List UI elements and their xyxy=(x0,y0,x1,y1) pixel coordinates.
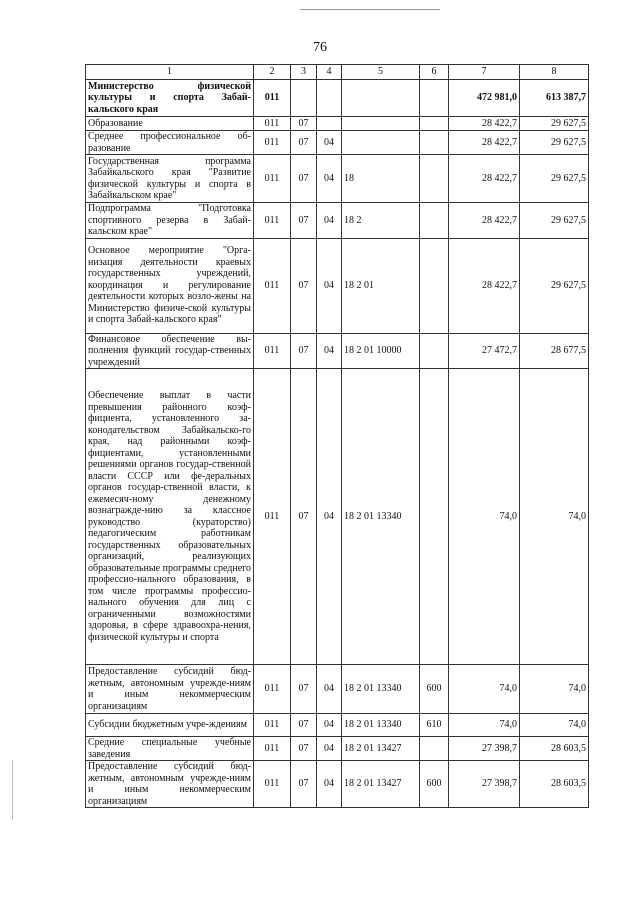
section-code: 07 xyxy=(291,131,317,155)
subsection-code: 04 xyxy=(317,714,342,737)
amount-year-1: 28 422,7 xyxy=(449,117,520,131)
expense-type-code: 610 xyxy=(420,714,449,737)
subsection-code xyxy=(317,80,342,117)
expense-type-code: 600 xyxy=(420,665,449,714)
subsection-code: 04 xyxy=(317,131,342,155)
admin-code: 011 xyxy=(254,737,291,761)
amount-year-1: 27 398,7 xyxy=(449,737,520,761)
amount-year-1: 472 981,0 xyxy=(449,80,520,117)
target-article-code: 18 2 xyxy=(342,203,420,239)
admin-code: 011 xyxy=(254,761,291,808)
column-number-row xyxy=(86,65,589,80)
admin-code: 011 xyxy=(254,369,291,665)
expense-type-code xyxy=(420,369,449,665)
admin-code: 011 xyxy=(254,665,291,714)
amount-year-1: 74,0 xyxy=(449,665,520,714)
page-number: 76 xyxy=(313,40,327,55)
target-article-code: 18 2 01 13427 xyxy=(342,761,420,808)
table-row xyxy=(86,80,589,117)
amount-year-2: 29 627,5 xyxy=(520,117,589,131)
subsection-code xyxy=(317,117,342,131)
table-row xyxy=(86,714,589,737)
margin-mark xyxy=(12,760,14,820)
amount-year-1: 28 422,7 xyxy=(449,238,520,333)
target-article-code xyxy=(342,117,420,131)
admin-code: 011 xyxy=(254,117,291,131)
subsection-code: 04 xyxy=(317,333,342,369)
amount-year-2: 29 627,5 xyxy=(520,131,589,155)
subsection-code: 04 xyxy=(317,737,342,761)
target-article-code: 18 2 01 13340 xyxy=(342,714,420,737)
amount-year-1: 27 472,7 xyxy=(449,333,520,369)
column-number: 2 xyxy=(254,65,291,80)
expense-type-code xyxy=(420,333,449,369)
row-name: Государственная программа Забайкальского края "Развитие физической культуры и спорта в Забайкальском крае" xyxy=(86,155,254,203)
section-code: 07 xyxy=(291,737,317,761)
expense-type-code xyxy=(420,203,449,239)
section-code: 07 xyxy=(291,714,317,737)
admin-code: 011 xyxy=(254,155,291,203)
table-row xyxy=(86,369,589,665)
row-name: Средние специальные учебные заведения xyxy=(86,737,254,761)
column-number: 8 xyxy=(520,65,589,80)
amount-year-2: 613 387,7 xyxy=(520,80,589,117)
amount-year-1: 74,0 xyxy=(449,369,520,665)
section-code: 07 xyxy=(291,761,317,808)
budget-table xyxy=(85,64,589,808)
target-article-code xyxy=(342,131,420,155)
target-article-code xyxy=(342,80,420,117)
subsection-code: 04 xyxy=(317,665,342,714)
amount-year-2: 29 627,5 xyxy=(520,238,589,333)
section-code: 07 xyxy=(291,117,317,131)
admin-code: 011 xyxy=(254,131,291,155)
table-row xyxy=(86,761,589,808)
table-row xyxy=(86,238,589,333)
admin-code: 011 xyxy=(254,714,291,737)
amount-year-2: 74,0 xyxy=(520,714,589,737)
target-article-code: 18 2 01 13427 xyxy=(342,737,420,761)
subsection-code: 04 xyxy=(317,155,342,203)
column-number: 7 xyxy=(449,65,520,80)
row-name: Субсидии бюджетным учре-ждениям xyxy=(86,714,254,737)
amount-year-1: 74,0 xyxy=(449,714,520,737)
admin-code: 011 xyxy=(254,203,291,239)
amount-year-2: 28 603,5 xyxy=(520,761,589,808)
amount-year-2: 29 627,5 xyxy=(520,155,589,203)
row-name: Образование xyxy=(86,117,254,131)
row-name: Среднее профессиональное об-разование xyxy=(86,131,254,155)
amount-year-2: 74,0 xyxy=(520,665,589,714)
section-code: 07 xyxy=(291,333,317,369)
row-name: Финансовое обеспечение вы-полнения функций государ-ственных учреждений xyxy=(86,333,254,369)
table-row xyxy=(86,155,589,203)
amount-year-1: 28 422,7 xyxy=(449,155,520,203)
amount-year-2: 28 677,5 xyxy=(520,333,589,369)
row-name: Предоставление субсидий бюд-жетным, автономным учрежде-ниям и иным некоммерческим организациям xyxy=(86,665,254,714)
expense-type-code: 600 xyxy=(420,761,449,808)
target-article-code: 18 xyxy=(342,155,420,203)
section-code: 07 xyxy=(291,238,317,333)
table-row xyxy=(86,131,589,155)
amount-year-2: 74,0 xyxy=(520,369,589,665)
column-number: 1 xyxy=(86,65,254,80)
amount-year-1: 27 398,7 xyxy=(449,761,520,808)
row-name: Предоставление субсидий бюд-жетным, автономным учрежде-ниям и иным некоммерческим организациям xyxy=(86,761,254,808)
target-article-code: 18 2 01 10000 xyxy=(342,333,420,369)
row-name: Министерство физической культуры и спорта Забай-кальского края xyxy=(86,80,254,117)
table-row xyxy=(86,737,589,761)
amount-year-1: 28 422,7 xyxy=(449,203,520,239)
expense-type-code xyxy=(420,737,449,761)
row-name: Подпрограмма "Подготовка спортивного резерва в Забай-кальском крае" xyxy=(86,203,254,239)
subsection-code: 04 xyxy=(317,761,342,808)
section-code xyxy=(291,80,317,117)
admin-code: 011 xyxy=(254,333,291,369)
column-number: 4 xyxy=(317,65,342,80)
expense-type-code xyxy=(420,155,449,203)
row-name: Обеспечение выплат в части превышения районного коэф-фициента, установленного за-конодательством Забайкальско-го края, над районными коэф-фициентами, установленными решениями органов государ-ственной власти СССР или фе-деральных органов государ-ственной власти, к ежемесяч-ному денежному вознагражде-нию за классное руководство (кураторство) педагогическим работникам государственных образовательных организаций, реализующих образовательные программы среднего профессио-нального образования, в том числе программы профессио-нального обучения для лиц с ограниченными возможностями здоровья, в сфере здравоохра-нения, физической культуры и спорта xyxy=(86,369,254,665)
admin-code: 011 xyxy=(254,238,291,333)
expense-type-code xyxy=(420,131,449,155)
section-code: 07 xyxy=(291,369,317,665)
column-number: 5 xyxy=(342,65,420,80)
target-article-code: 18 2 01 xyxy=(342,238,420,333)
expense-type-code xyxy=(420,238,449,333)
section-code: 07 xyxy=(291,665,317,714)
subsection-code: 04 xyxy=(317,369,342,665)
table-row xyxy=(86,117,589,131)
column-number: 6 xyxy=(420,65,449,80)
admin-code: 011 xyxy=(254,80,291,117)
expense-type-code xyxy=(420,80,449,117)
expense-type-code xyxy=(420,117,449,131)
table-row xyxy=(86,203,589,239)
target-article-code: 18 2 01 13340 xyxy=(342,369,420,665)
section-code: 07 xyxy=(291,155,317,203)
top-rule xyxy=(300,9,440,10)
section-code: 07 xyxy=(291,203,317,239)
row-name: Основное мероприятие "Орга-низация деятельности краевых государственных учреждений, координация и регулирование деятельности которых возло-жены на Министерство физиче-ской культуры и спорта Забай-кальского края" xyxy=(86,238,254,333)
subsection-code: 04 xyxy=(317,203,342,239)
column-number: 3 xyxy=(291,65,317,80)
amount-year-1: 28 422,7 xyxy=(449,131,520,155)
subsection-code: 04 xyxy=(317,238,342,333)
target-article-code: 18 2 01 13340 xyxy=(342,665,420,714)
table-row xyxy=(86,665,589,714)
amount-year-2: 29 627,5 xyxy=(520,203,589,239)
table-row xyxy=(86,333,589,369)
amount-year-2: 28 603,5 xyxy=(520,737,589,761)
